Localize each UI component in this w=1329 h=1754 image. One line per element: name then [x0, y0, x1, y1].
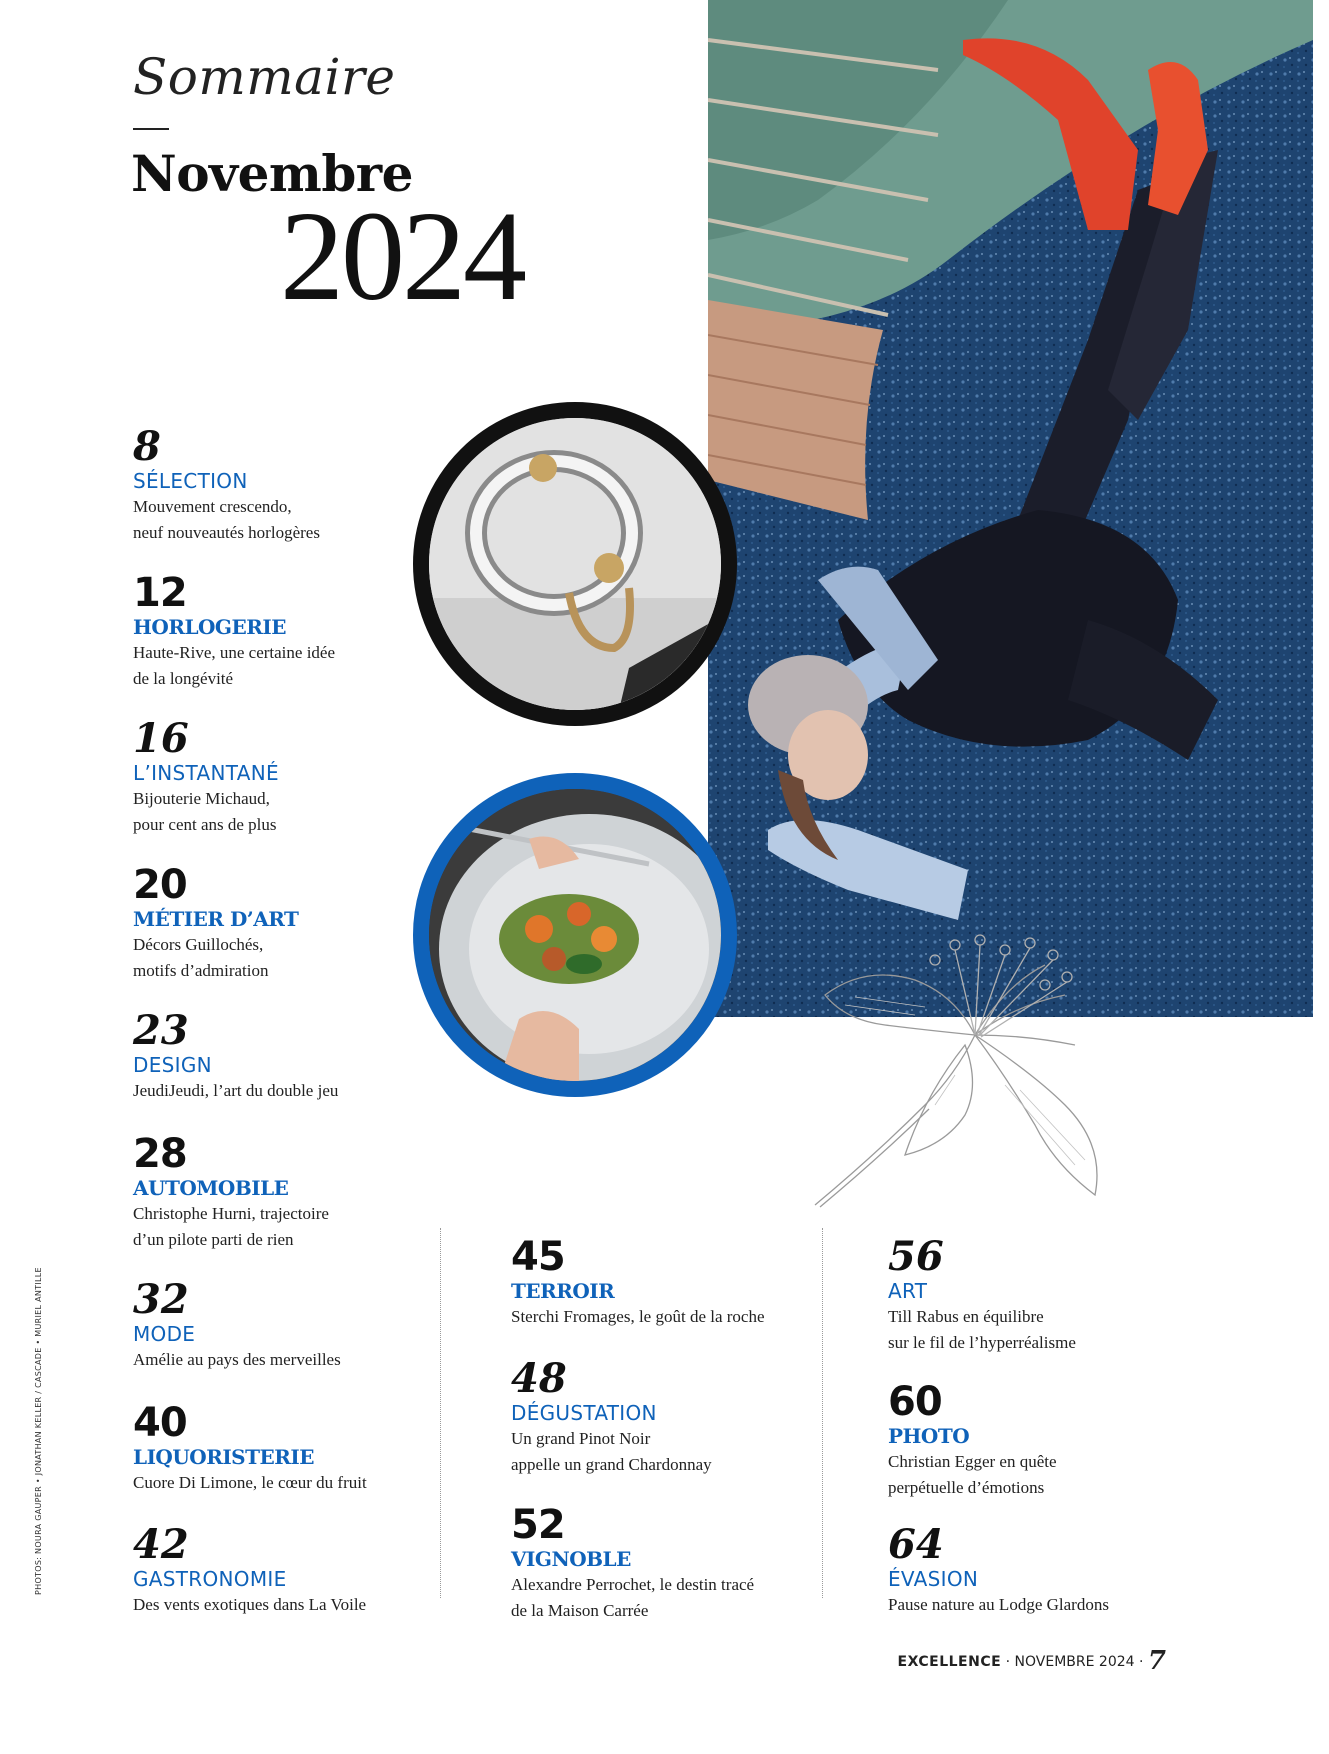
toc-entry-evasion[interactable] — [888, 1521, 1188, 1617]
section-category: SÉLECTION — [133, 469, 248, 493]
entry-description-line: Alexandre Perrochet, le destin tracé — [511, 1575, 755, 1594]
toc-entry-horlogerie[interactable] — [133, 570, 463, 691]
section-category: VIGNOBLE — [511, 1547, 631, 1571]
page-number: 16 — [133, 715, 189, 762]
toc-entry-automobile[interactable] — [133, 1131, 463, 1252]
entry-description-line: Haute-Rive, une certaine idée — [133, 643, 336, 662]
page-number: 28 — [133, 1131, 187, 1177]
section-category: DESIGN — [133, 1053, 212, 1077]
entry-description-line: Des vents exotiques dans La Voile — [133, 1595, 367, 1614]
footer-separator: · — [1134, 1654, 1148, 1670]
entry-description-line: Till Rabus en équilibre — [888, 1307, 1044, 1326]
toc-entry-photo[interactable] — [888, 1379, 1188, 1500]
magazine-name: EXCELLENCE — [897, 1654, 1002, 1670]
entry-description-line: Amélie au pays des merveilles — [133, 1350, 341, 1369]
entry-description-line: neuf nouveautés horlogères — [133, 523, 320, 542]
issue-year: 2024 — [280, 185, 524, 327]
entry-description-line: Pause nature au Lodge Glardons — [888, 1595, 1109, 1614]
entry-description-line: Un grand Pinot Noir — [511, 1429, 651, 1448]
toc-entry-vignoble[interactable] — [511, 1502, 821, 1623]
section-category: TERROIR — [511, 1279, 615, 1303]
page-footer — [898, 1646, 1166, 1676]
page-title: Sommaire — [133, 48, 396, 106]
section-category: DÉGUSTATION — [511, 1401, 657, 1425]
page-number: 23 — [133, 1007, 189, 1054]
toc-entry-instantane[interactable] — [133, 715, 463, 837]
entry-description-line: pour cent ans de plus — [133, 815, 277, 834]
section-category: PHOTO — [888, 1424, 970, 1448]
section-category: L’INSTANTANÉ — [133, 761, 279, 785]
column-divider-2 — [822, 1228, 823, 1598]
title-divider — [133, 128, 169, 130]
toc-entry-metier-art[interactable] — [133, 862, 463, 983]
entry-description-line: Mouvement crescendo, — [133, 497, 292, 516]
toc-entry-gastronomie[interactable] — [133, 1521, 463, 1617]
page-number: 42 — [133, 1521, 189, 1568]
folio-number: 7 — [1147, 1646, 1166, 1676]
section-category: GASTRONOMIE — [133, 1567, 287, 1591]
entry-description-line: Cuore Di Limone, le cœur du fruit — [133, 1473, 367, 1492]
entry-description-line: de la longévité — [133, 669, 234, 688]
entry-description-line: Christian Egger en quête — [888, 1452, 1057, 1471]
toc-entry-selection[interactable] — [133, 423, 463, 545]
footer-separator: · — [1001, 1654, 1015, 1670]
main-photo — [708, 0, 1313, 1017]
page-number: 60 — [888, 1379, 942, 1425]
page-number: 40 — [133, 1400, 187, 1446]
page-number: 64 — [888, 1521, 944, 1568]
entry-description-line: Sterchi Fromages, le goût de la roche — [511, 1307, 765, 1326]
section-category: AUTOMOBILE — [133, 1176, 289, 1200]
entry-description-line: sur le fil de l’hyperréalisme — [888, 1333, 1076, 1352]
section-category: MÉTIER D’ART — [133, 907, 299, 931]
section-category: LIQUORISTERIE — [133, 1445, 314, 1469]
page-number: 12 — [133, 570, 187, 616]
page-number: 48 — [511, 1355, 567, 1402]
photo-credit: PHOTOS: NOURA GAUPER • JONATHAN KELLER / CASCADE • MURIEL ANTILLE — [34, 1267, 43, 1595]
entry-description-line: Christophe Hurni, trajectoire — [133, 1204, 329, 1223]
entry-description-line: appelle un grand Chardonnay — [511, 1455, 712, 1474]
page-number: 45 — [511, 1234, 565, 1280]
entry-description-line: JeudiJeudi, l’art du double jeu — [133, 1081, 339, 1100]
toc-entry-art[interactable] — [888, 1233, 1188, 1355]
toc-entry-liquoristerie[interactable] — [133, 1400, 463, 1495]
section-category: ÉVASION — [888, 1567, 979, 1591]
entry-description-line: de la Maison Carrée — [511, 1601, 649, 1620]
issue-month: Novembre — [131, 144, 413, 203]
page-number: 52 — [511, 1502, 565, 1548]
section-category: ART — [888, 1279, 928, 1303]
section-category: HORLOGERIE — [133, 615, 286, 639]
entry-description-line: perpétuelle d’émotions — [888, 1478, 1045, 1497]
toc-entry-degustation[interactable] — [511, 1355, 821, 1477]
entry-description-line: Bijouterie Michaud, — [133, 789, 270, 808]
entry-description-line: d’un pilote parti de rien — [133, 1230, 294, 1249]
entry-description-line: motifs d’admiration — [133, 961, 269, 980]
issue-date: NOVEMBRE 2024 — [1014, 1654, 1135, 1670]
page-number: 8 — [133, 423, 161, 470]
page-number: 56 — [888, 1233, 944, 1280]
page-number: 20 — [133, 862, 187, 908]
toc-entry-mode[interactable] — [133, 1276, 463, 1372]
page-number: 32 — [133, 1276, 189, 1323]
toc-entry-design[interactable] — [133, 1007, 463, 1103]
toc-entry-terroir[interactable] — [511, 1234, 821, 1329]
section-category: MODE — [133, 1322, 196, 1346]
entry-description-line: Décors Guillochés, — [133, 935, 264, 954]
botanical-lily-illustration — [805, 925, 1125, 1225]
